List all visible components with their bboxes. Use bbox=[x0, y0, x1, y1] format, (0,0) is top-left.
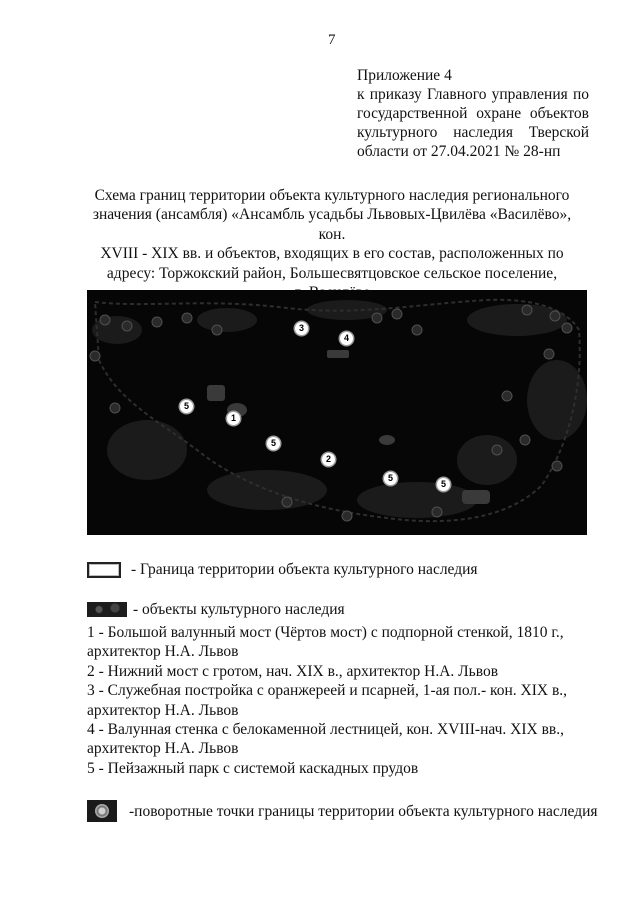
legend-objects bbox=[87, 600, 345, 619]
appendix-line-4: культурного наследия Тверской bbox=[357, 124, 589, 141]
map-imagery bbox=[87, 290, 587, 535]
list-item: 4 - Валунная стенка с белокаменной лестницей, кон. XVIII-нач. XIX вв., bbox=[87, 721, 564, 739]
title-line-4: адресу: Торжокский район, Большесвятцовское сельское поселение, bbox=[106, 264, 558, 282]
list-item: 2 - Нижний мост с гротом, нач. XIX в., архитектор Н.А. Львов bbox=[87, 662, 499, 680]
list-item: 5 - Пейзажный парк с системой каскадных прудов bbox=[87, 759, 419, 777]
list-item: архитектор Н.А. Львов bbox=[87, 643, 239, 661]
turning-points bbox=[90, 305, 572, 521]
title-line-2: значения (ансамбля) «Ансамбль усадьбы Львовых-Цвилёва «Василёво», кон. bbox=[92, 206, 572, 243]
object-marker-4: 4 bbox=[340, 332, 353, 345]
title-line-3: XVIII - XIX вв. и объектов, входящих в его состав, расположенных по bbox=[100, 245, 564, 263]
legend-objects-label: - объекты культурного наследия bbox=[133, 601, 345, 618]
boundary-scheme-map bbox=[87, 290, 587, 535]
document-title bbox=[82, 186, 582, 302]
object-marker-5: 5 bbox=[384, 472, 397, 485]
list-item: 1 - Большой валунный мост (Чёртов мост) с подпорной стенкой, 1810 г., bbox=[87, 624, 564, 641]
appendix-line-3: государственной охране объектов bbox=[357, 105, 589, 122]
legend-boundary-label: - Граница территории объекта культурного наследия bbox=[131, 561, 478, 578]
list-item: архитектор Н.А. Львов bbox=[87, 740, 239, 758]
object-marker-5: 5 bbox=[437, 478, 450, 491]
boundary-swatch bbox=[87, 562, 121, 578]
object-marker-2: 2 bbox=[322, 453, 335, 466]
appendix-line-5: области от 27.04.2021 № 28-нп bbox=[357, 143, 561, 160]
object-marker-5: 5 bbox=[267, 437, 280, 450]
objects-list bbox=[87, 623, 587, 778]
appendix-line-1: Приложение 4 bbox=[357, 67, 452, 84]
imagery-texture bbox=[92, 300, 587, 518]
objects-swatch bbox=[87, 602, 127, 617]
title-line-1: Схема границ территории объекта культурного наследия регионального bbox=[94, 187, 570, 204]
turning-point-swatch bbox=[87, 800, 117, 822]
object-marker-3: 3 bbox=[295, 322, 308, 335]
legend-points bbox=[87, 800, 598, 822]
list-item: архитектор Н.А. Львов bbox=[87, 701, 239, 719]
legend-points-label: -поворотные точки границы территории объекта культурного наследия bbox=[129, 802, 598, 820]
appendix-header bbox=[357, 66, 589, 161]
object-marker-1: 1 bbox=[227, 412, 240, 425]
list-item: 3 - Служебная постройка с оранжереей и псарней, 1-ая пол.- кон. XIX в., bbox=[87, 682, 568, 700]
appendix-line-2: к приказу Главного управления по bbox=[357, 86, 589, 103]
object-marker-5: 5 bbox=[180, 400, 193, 413]
turning-point-icon bbox=[95, 804, 109, 818]
page-number: 7 bbox=[328, 32, 336, 48]
legend-boundary bbox=[87, 560, 478, 579]
